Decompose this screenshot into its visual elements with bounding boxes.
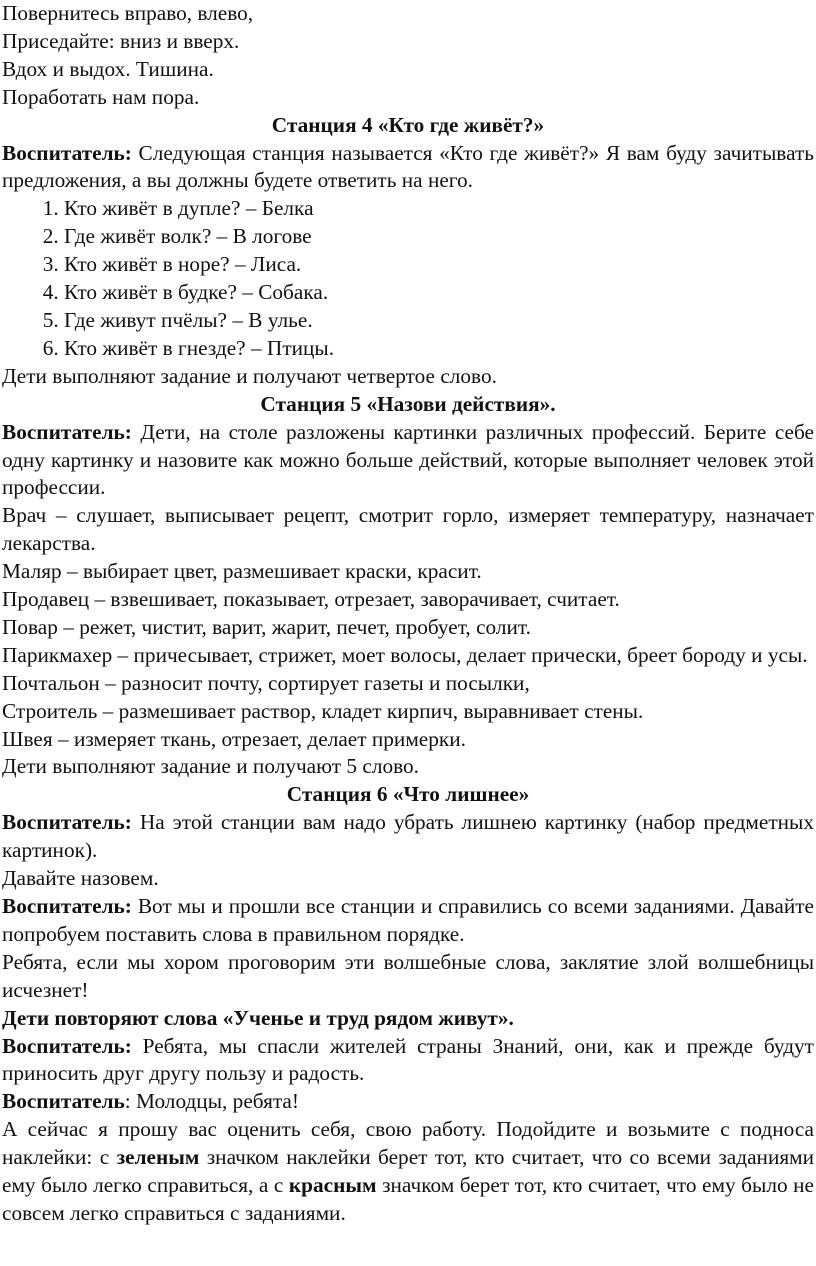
profession-line: Врач – слушает, выписывает рецепт, смотрит горло, измеряет температуру, назначает лекарства. xyxy=(2,503,814,556)
station-4-outro: Дети выполняют задание и получают четвертое слово. xyxy=(2,363,497,388)
green-word: зеленым xyxy=(116,1145,200,1170)
list-item: 2. Где живёт волк? – В логове xyxy=(64,223,814,251)
station-6-line: Давайте назовем. xyxy=(2,866,159,891)
station-5-intro: Воспитатель: Дети, на столе разложены картинки различных профессий. Берите себе одну картинку и назовите как можно больше действий, которые выполняет человек этой профессии. xyxy=(2,419,814,500)
chorus-line: Дети повторяют слова «Ученье и труд рядом живут». xyxy=(2,1005,514,1030)
profession-line: Парикмахер – причесывает, стрижет, моет волосы, делает прически, бреет бороду и усы. xyxy=(2,642,808,667)
list-item: 4. Кто живёт в будке? – Собака. xyxy=(64,279,814,307)
profession-line: Повар – режет, чистит, варит, жарит, печет, пробует, солит. xyxy=(2,614,531,639)
profession-line: Почтальон – разносит почту, сортирует газеты и посылки, xyxy=(2,670,530,695)
poem-line: Повернитесь вправо, влево, xyxy=(2,1,254,25)
poem-line: Приседайте: вниз и вверх. xyxy=(2,28,240,53)
speaker-label: Воспитатель: xyxy=(2,140,132,165)
list-item: 6. Кто живёт в гнезде? – Птицы. xyxy=(64,335,814,363)
speaker-label: Воспитатель: xyxy=(2,1033,132,1058)
station-6-intro: Воспитатель: На этой станции вам надо убрать лишнею картинку (набор предметных картинок). xyxy=(2,810,814,863)
station-4-heading: Станция 4 «Кто где живёт?» xyxy=(271,112,545,137)
speaker-label: Воспитатель: xyxy=(2,419,132,444)
final-paragraph-1: Воспитатель: Вот мы и прошли все станции и справились со всеми заданиями. Давайте попробуем поставить слова в правильном порядке. xyxy=(2,894,814,946)
poem-line: Вдох и выдох. Тишина. xyxy=(2,56,214,81)
list-item: 5. Где живут пчёлы? – В улье. xyxy=(64,307,814,335)
profession-line: Швея – измеряет ткань, отрезает, делает примерки. xyxy=(2,726,466,751)
list-item: 3. Кто живёт в норе? – Лиса. xyxy=(64,251,814,279)
profession-line: Маляр – выбирает цвет, размешивает краски, красит. xyxy=(2,559,482,584)
red-word: красным xyxy=(288,1173,377,1198)
speaker-label: Воспитатель xyxy=(2,1089,125,1114)
profession-line: Продавец – взвешивает, показывает, отрезает, заворачивает, считает. xyxy=(2,587,620,612)
final-paragraph-5: А сейчас я прошу вас оценить себя, свою работу. Подойдите и возьмите с подноса наклейки: с зеленым значком наклейки берет тот, кто считает, что со всеми заданиями ему было легко справиться, а с красным значком берет тот, кто считает, что ему было не совсем легко справиться с заданиями. xyxy=(2,1117,815,1225)
station-6-heading: Станция 6 «Что лишнее» xyxy=(286,782,530,807)
final-paragraph-3: Воспитатель: Ребята, мы спасли жителей страны Знаний, они, как и прежде будут приносить друг другу пользу и радость. xyxy=(2,1033,814,1086)
final-paragraph-4: Воспитатель: Молодцы, ребята! xyxy=(2,1089,299,1114)
poem-line: Поработать нам пора. xyxy=(2,84,200,109)
speaker-label: Воспитатель: xyxy=(2,810,132,835)
station-4-questions xyxy=(2,195,814,362)
station-5-outro: Дети выполняют задание и получают 5 слово. xyxy=(2,754,419,779)
profession-line: Строитель – размешивает раствор, кладет кирпич, выравнивает стены. xyxy=(2,698,644,723)
final-paragraph-2: Ребята, если мы хором проговорим эти волшебные слова, заклятие злой волшебницы исчезнет! xyxy=(2,949,814,1002)
station-4-intro: Воспитатель: Следующая станция называется «Кто где живёт?» Я вам буду зачитывать предложения, а вы должны будете ответить на него. xyxy=(2,140,814,193)
speaker-label: Воспитатель: xyxy=(2,894,132,918)
station-5-heading: Станция 5 «Назови действия». xyxy=(260,391,556,416)
list-item: 1. Кто живёт в дупле? – Белка xyxy=(64,195,814,223)
